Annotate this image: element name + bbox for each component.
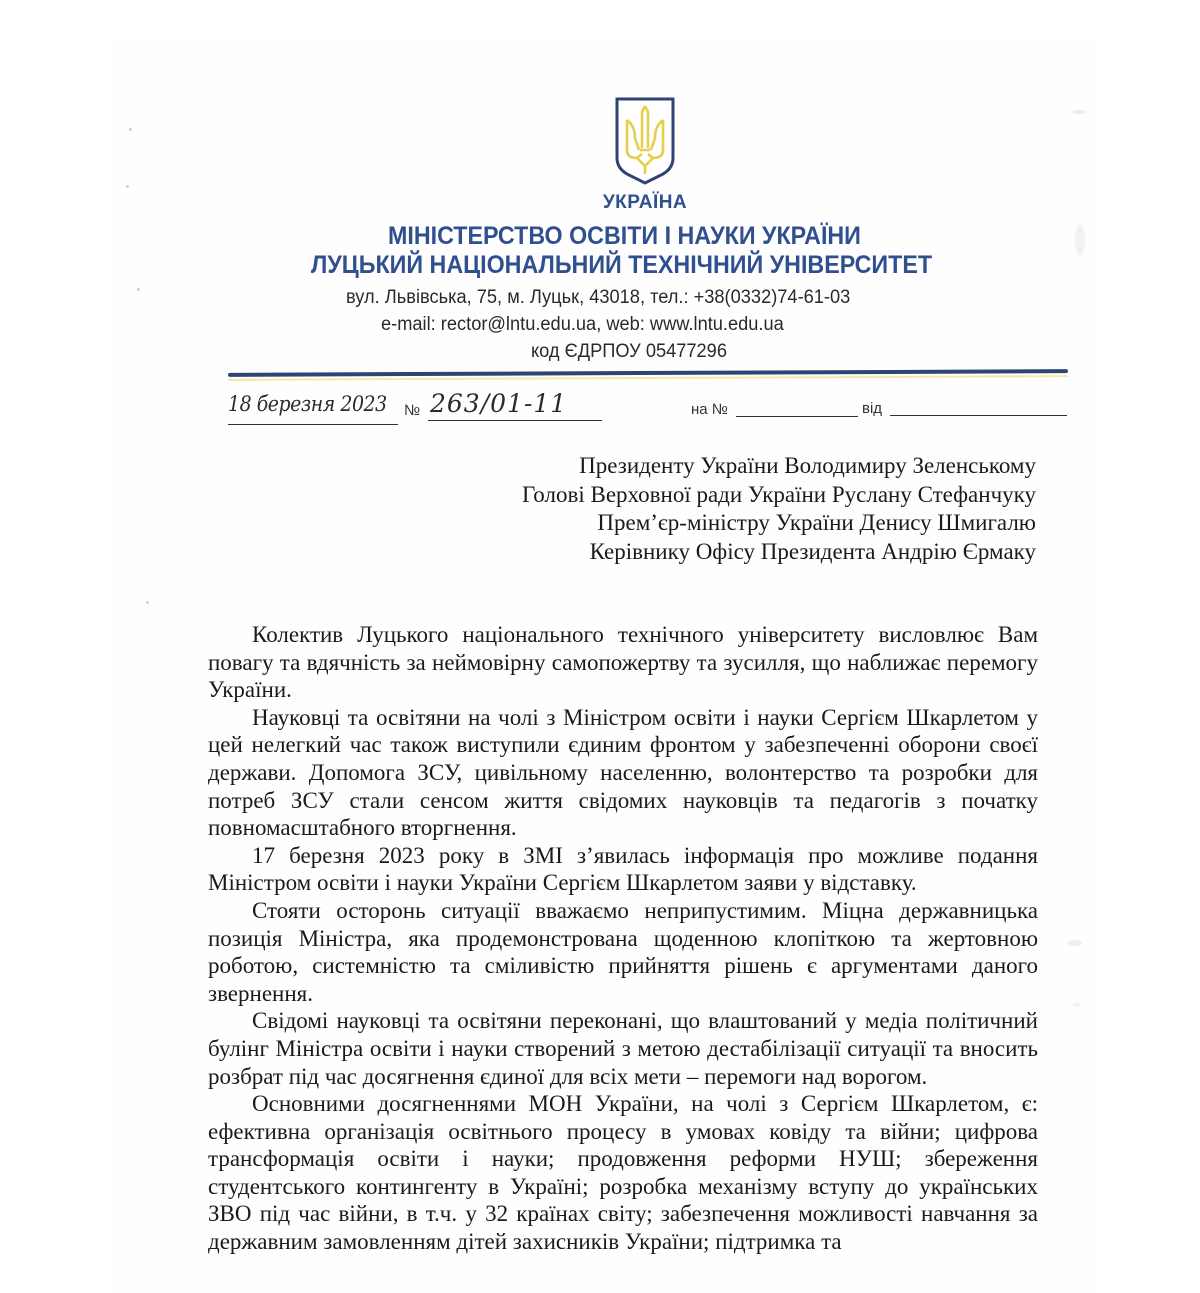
scan-speck [1072, 110, 1086, 114]
coat-of-arms-trident-icon [613, 96, 677, 186]
reply-to-label: на № [691, 401, 728, 418]
registration-number: 263/01-11 [430, 389, 568, 418]
contact-line: e-mail: rector@lntu.edu.ua, web: www.lntu.edu.ua [381, 314, 784, 335]
addressee-block [522, 452, 1036, 566]
addressee-office-head: Керівнику Офісу Президента Андрію Єрмаку [589, 538, 1036, 564]
registration-number-label: № [404, 402, 421, 419]
body-paragraph: Стояти осторонь ситуації вважаємо неприпустимим. Міцна державницька позиція Міністра, яка продемонстрована щоденною клопіткою та жертовною роботою, системністю та сміливістю прийняття рішень є аргументами даного звернення. [208, 897, 1038, 1006]
body-paragraph: Основними досягненнями МОН України, на чолі з Сергієм Шкарлетом, є: ефективна організація освітнього процесу в умовах ковіду та війни; цифрова трансформація освіти і науки; продовження реформи НУШ; збереження студентського контингенту в Україні; розробка механізму вступу до українських ЗВО під час війни, в т.ч. у 32 країнах світу; забезпечення можливості навчання за державним замовленням дітей захисників України; підтримка та [208, 1091, 1038, 1255]
country-name: УКРАЇНА [602, 192, 688, 213]
scan-speck [1068, 940, 1082, 946]
scan-speck [137, 288, 140, 291]
addressee-prime-minister: Прем’єр-міністру України Денису Шмигалю [597, 510, 1036, 535]
scan-speck [126, 185, 129, 188]
ministry-name: МІНІСТЕРСТВО ОСВІТИ І НАУКИ УКРАЇНИ [388, 222, 861, 250]
addressee-president: Президенту України Володимиру Зеленському [579, 453, 1036, 478]
body-paragraph: Колектив Луцького національного технічного університету висловлює Вам повагу та вдячність за неймовірну самопожертву та зусилля, що наближає перемогу України. [208, 622, 1038, 703]
scan-speck [1075, 225, 1085, 255]
body-paragraph: Науковці та освітяни на чолі з Міністром освіти і науки Сергієм Шкарлетом у цей нелегкий час також виступили єдиним фронтом у забезпеченні оборони своєї держави. Допомога ЗСУ, цивільному населенню, волонтерство та розробки для потреб ЗСУ стали сенсом життя свідомих науковців та педагогів з початку повномасштабного вторгнення. [208, 704, 1038, 841]
registration-date: 18 березня 2023 [228, 392, 387, 416]
registration-date-underline [228, 424, 398, 425]
addressee-parliament-head: Голові Верховної ради України Руслану Стефанчуку [522, 481, 1036, 507]
reply-from-label: від [862, 400, 883, 417]
scan-speck [129, 128, 132, 131]
postal-address: вул. Львівська, 75, м. Луцьк, 43018, тел.: +38(0332)74-61-03 [346, 287, 851, 308]
institution-name: ЛУЦЬКИЙ НАЦІОНАЛЬНИЙ ТЕХНІЧНИЙ УНІВЕРСИТЕТ [311, 251, 933, 279]
edrpou-code: код ЄДРПОУ 05477296 [531, 341, 727, 362]
body-paragraph: 17 березня 2023 року в ЗМІ з’явилась інформація про можливе подання Міністром освіти і науки України Сергієм Шкарлетом заяви у відставку. [208, 842, 1038, 896]
scan-speck [1073, 1003, 1081, 1007]
reply-from-field [890, 415, 1067, 416]
registration-number-underline [428, 420, 602, 421]
reply-to-field [736, 416, 858, 417]
letter-body [208, 621, 1038, 1256]
scan-speck [146, 601, 149, 604]
body-paragraph: Свідомі науковці та освітяни переконані, що влаштований у медіа політичний булінг Міністра освіти і науки створений з метою дестабілізації ситуації та вносить розбрат під час досягнення єдиної для всіх мети – перемоги над ворогом. [208, 1008, 1038, 1089]
